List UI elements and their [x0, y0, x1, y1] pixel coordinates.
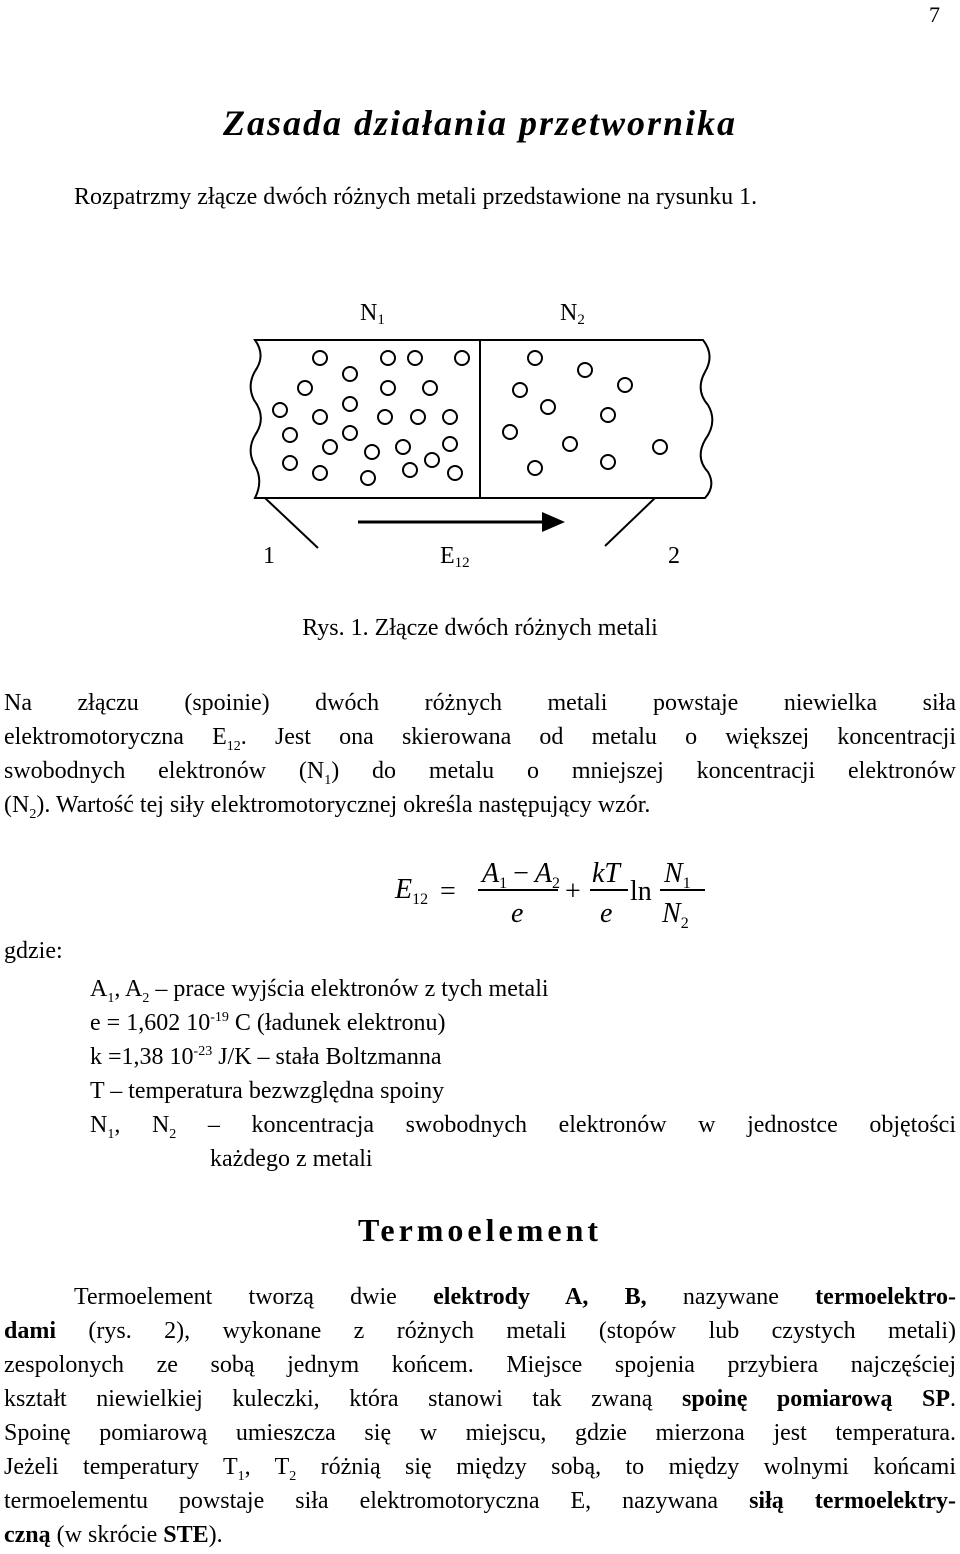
para2-line6: Jeżeli temperatury $T_1$, $T_2$ różnią się między sobą, to między wolnymi końcami — [4, 1454, 956, 1484]
definition-electron-charge: e = 1,602 $10^{-19}$ C (ładunek elektronu) — [90, 1010, 446, 1036]
para1-line2: elektromotoryczna $E_{12}$. Jest ona skierowana od metalu o większej koncentracji — [4, 724, 957, 754]
formula-lhs: $E_{12}$ — [395, 874, 429, 908]
electrons-metal-1 — [273, 351, 469, 485]
formula-numerator-1: $A_1 - A_2$ — [482, 858, 561, 892]
definition-work-function: $A_1$, $A_2$ – prace wyjścia elektronów z tych metali — [90, 976, 549, 1006]
para1-line3: swobodnych elektronów $(N_1)$ do metalu o mniejszej koncentracji elektronów — [4, 758, 956, 788]
para1-line1: Na złączu (spoinie) dwóch różnych metali powstaje niewielka siła — [4, 690, 956, 716]
emf-arrow-head — [542, 512, 565, 532]
definition-concentration: $N_1$, $N_2$ – koncentracja swobodnych elektronów w jednostce objętości — [90, 1112, 956, 1142]
formula-denominator-1: e — [511, 898, 524, 929]
formula-numerator-3: $N_1$ — [664, 858, 691, 892]
figure-label-n2: N2 — [560, 300, 585, 328]
leader-line-2 — [605, 498, 655, 546]
electrons-metal-2 — [503, 351, 667, 475]
figure-label-e12: E12 — [440, 543, 470, 571]
formula-numerator-2: kT — [592, 858, 620, 889]
intro-paragraph: Rozpatrzmy złącze dwóch różnych metali przedstawione na rysunku 1. — [74, 184, 758, 210]
para2-line1: Termoelement tworzą dwie elektrody A, B, nazywane termoelektro- — [74, 1284, 956, 1310]
para2-line3: zespolonych ze sobą jednym końcem. Miejsce spojenia przybiera najczęściej — [4, 1352, 956, 1378]
formula-ln: ln — [630, 876, 652, 907]
para2-line7: termoelementu powstaje siła elektromotoryczna E, nazywana siłą termoelektry- — [4, 1488, 956, 1514]
figure-label-left: 1 — [263, 543, 275, 569]
gdzie-label: gdzie: — [4, 938, 63, 964]
para2-line2: dami (rys. 2), wykonane z różnych metali (stopów lub czystych metali) — [4, 1318, 956, 1344]
page-number: 7 — [929, 2, 940, 27]
emf-formula — [0, 854, 960, 934]
para2-line8: czną (w skrócie STE). — [4, 1522, 223, 1548]
figure-label-right: 2 — [668, 543, 680, 569]
section-title: Zasada działania przetwornika — [222, 103, 738, 143]
formula-plus: + — [565, 876, 581, 907]
figure-label-n1: N1 — [360, 300, 385, 328]
para2-line4: kształt niewielkiej kuleczki, która stanowi tak zwaną spoinę pomiarową SP. — [4, 1386, 956, 1412]
formula-denominator-2: e — [600, 898, 613, 929]
definition-concentration-cont: każdego z metali — [210, 1146, 373, 1172]
definition-boltzmann: k =1,38 $10^{-23}$ J/K – stała Boltzmanna — [90, 1044, 442, 1070]
formula-equals: = — [440, 876, 456, 907]
para1-line4: $(N_2)$. Wartość tej siły elektromotorycznej określa następujący wzór. — [4, 792, 651, 822]
section-title-termoelement: Termoelement — [357, 1212, 603, 1248]
definition-temperature: T – temperatura bezwzględna spoiny — [90, 1078, 445, 1104]
figure-caption: Rys. 1. Złącze dwóch różnych metali — [302, 615, 658, 641]
leader-line-1 — [265, 498, 318, 548]
para2-line5: Spoinę pomiarową umieszcza się w miejscu, gdzie mierzona jest temperatura. — [4, 1420, 956, 1446]
formula-denominator-3: $N_2$ — [662, 898, 689, 932]
